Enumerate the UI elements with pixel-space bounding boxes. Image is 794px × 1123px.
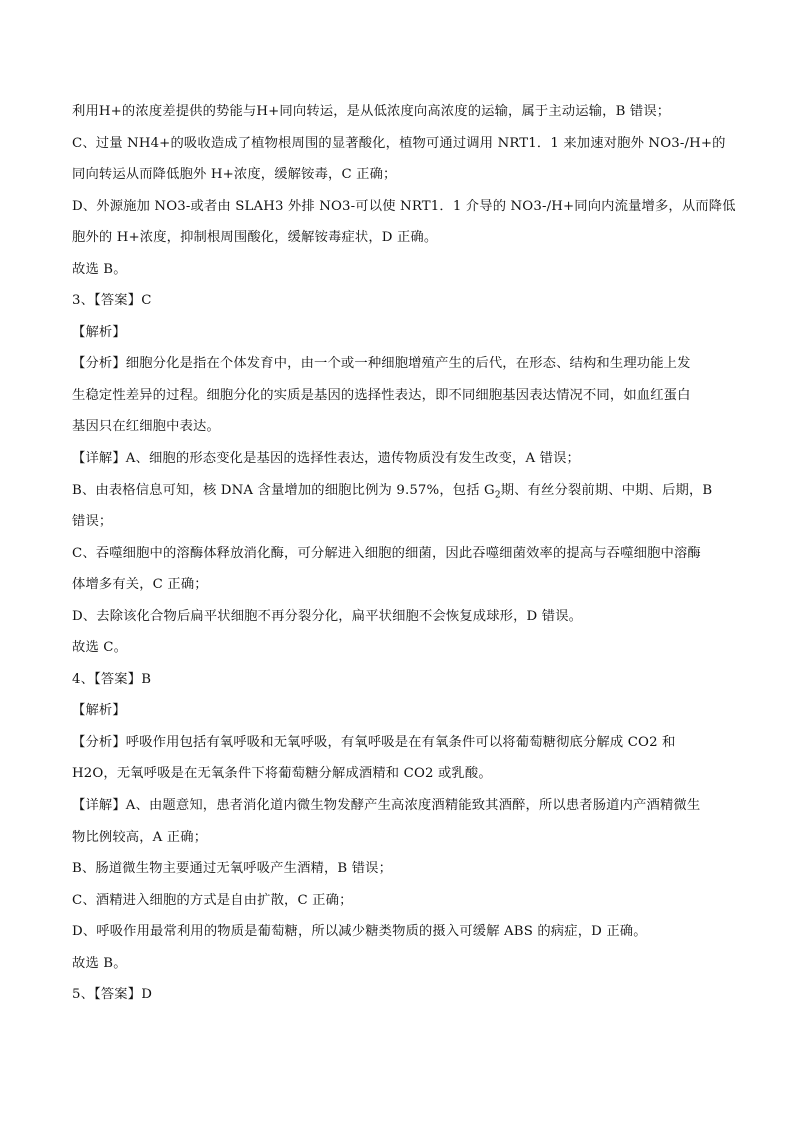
subscript: 2 xyxy=(494,490,501,501)
analysis-heading: 【解析】 xyxy=(72,324,126,340)
text-line: 同向转运从而降低胞外 H+浓度，缓解铵毒，C 正确； xyxy=(72,167,397,183)
text-line: H2O，无氧呼吸是在无氧条件下将葡萄糖分解成酒精和 CO2 或乳酸。 xyxy=(72,766,492,782)
text-line: B、肠道微生物主要通过无氧呼吸产生酒精，B 错误； xyxy=(72,861,393,877)
text-line: 【分析】呼吸作用包括有氧呼吸和无氧呼吸，有氧呼吸是在有氧条件可以将葡萄糖彻底分解成 CO2 和 xyxy=(72,734,676,750)
text-line: D、呼吸作用最常利用的物质是葡萄糖，所以减少糖类物质的摄入可缓解 ABS 的病症，D 正确。 xyxy=(72,924,647,940)
text-line: C、酒精进入细胞的方式是自由扩散，C 正确； xyxy=(72,892,353,908)
text-line xyxy=(72,475,728,507)
text-line: 【详解】A、由题意知，患者消化道内微生物发酵产生高浓度酒精能致其酒醉，所以患者肠道内产酒精微生 xyxy=(72,798,701,814)
text-line: 故选 B。 xyxy=(72,261,127,277)
text-segment: 期、有丝分裂前期、中期、后期，B xyxy=(500,482,713,498)
text-line: 利用H+的浓度差提供的势能与H+同向转运，是从低浓度向高浓度的运输，属于主动运输，B 错误； xyxy=(72,104,671,119)
text-segment: B、由表格信息可知，核 DNA 含量增加的细胞比例为 9.57%，包括 G xyxy=(72,482,495,498)
document-body xyxy=(72,96,736,1011)
text-line: C、吞噬细胞中的溶酶体释放消化酶，可分解进入细胞的细菌，因此吞噬细菌效率的提高与吞噬细胞中溶酶 xyxy=(72,545,701,561)
text-line: 故选 C。 xyxy=(72,640,128,656)
answer-heading: 3、【答案】C xyxy=(72,293,152,309)
analysis-heading: 【解析】 xyxy=(72,703,126,719)
text-line: D、外源施加 NO3-或者由 SLAH3 外排 NO3-可以使 NRT1．1 介导的 NO3-/H+同向内流量增多，从而降低 xyxy=(72,198,736,214)
text-line: 胞外的 H+浓度，抑制根周围酸化，缓解铵毒症状，D 正确。 xyxy=(72,230,438,246)
text-line: 错误； xyxy=(72,514,113,530)
answer-heading: 5、【答案】D xyxy=(72,987,153,1003)
text-line: 体增多有关，C 正确； xyxy=(72,577,208,593)
text-line: 生稳定性差异的过程。细胞分化的实质是基因的选择性表达，即不同细胞基因表达情况不同，如血红蛋白 xyxy=(72,387,691,403)
text-line: 【详解】A、细胞的形态变化是基因的选择性表达，遗传物质没有发生改变，A 错误； xyxy=(72,451,580,467)
text-line: 故选 B。 xyxy=(72,955,127,971)
answer-heading: 4、【答案】B xyxy=(72,671,152,687)
text-line: D、去除该化合物后扁平状细胞不再分裂分化，扁平状细胞不会恢复成球形，D 错误。 xyxy=(72,608,583,624)
text-line: 【分析】细胞分化是指在个体发育中，由一个或一种细胞增殖产生的后代，在形态、结构和生理功能上发 xyxy=(72,356,691,372)
text-line: C、过量 NH4+的吸收造成了植物根周围的显著酸化，植物可通过调用 NRT1．1 来加速对胞外 NO3-/H+的 xyxy=(72,135,726,151)
text-line: 物比例较高，A 正确； xyxy=(72,829,208,845)
text-line: 基因只在红细胞中表达。 xyxy=(72,419,220,435)
